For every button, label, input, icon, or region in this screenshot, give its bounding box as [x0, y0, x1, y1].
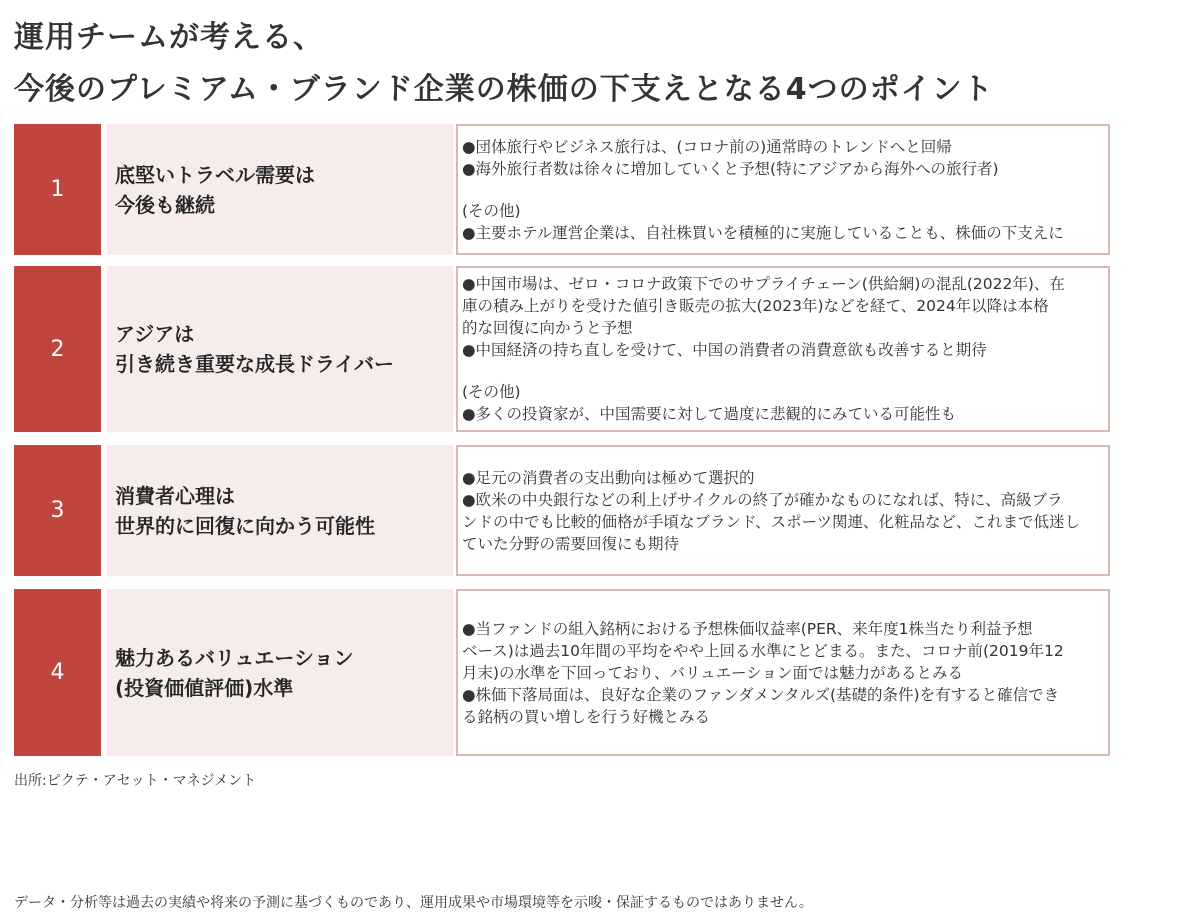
description-line: ●多くの投資家が、中国需要に対して過度に悲観的にみている可能性も [462, 405, 957, 423]
point-row-4 [14, 589, 1114, 756]
description-line: 的な回復に向かうと予想 [462, 319, 633, 337]
source-note: 出所:ピクテ・アセット・マネジメント [14, 773, 257, 789]
point-heading-line: 世界的に回復に向かう可能性 [115, 513, 375, 538]
description-line: ていた分野の需要回復にも期待 [462, 534, 680, 553]
description-line: (その他) [462, 383, 521, 401]
description-line: ●株価下落局面は、良好な企業のファンダメンタルズ(基礎的条件)を有すると確信でき [462, 685, 1060, 704]
point-row-1 [14, 124, 1114, 255]
description-line: (その他) [462, 201, 521, 220]
point-heading-line: 消費者心理は [115, 483, 235, 508]
description-line: ●海外旅行者数は徐々に増加していくと予想(特にアジアから海外への旅行者) [462, 159, 999, 178]
point-description-box [456, 124, 1110, 255]
point-number-badge: 1 [14, 124, 101, 255]
description-line: ●当ファンドの組入銘柄における予想株価収益率(PER、来年度1株当たり利益予想 [462, 619, 1033, 638]
point-row-3 [14, 445, 1114, 576]
title-line-2: 今後のプレミアム・ブランド企業の株価の下支えとなる4つのポイント [14, 72, 994, 107]
point-heading [107, 266, 453, 432]
description-line: ンドの中でも比較的価格が手頃なブランド、スポーツ関連、化粧品など、これまで低迷し [462, 512, 1080, 531]
point-heading-line: 引き続き重要な成長ドライバー [115, 352, 394, 376]
description-line: ●欧米の中央銀行などの利上げサイクルの終了が確かなものになれば、特に、高級ブラ [462, 490, 1063, 509]
point-number-badge: 4 [14, 589, 101, 756]
point-description-box [456, 266, 1110, 432]
point-number-badge: 3 [14, 445, 101, 576]
description-line: 庫の積み上がりを受けた値引き販売の拡大(2023年)などを経て、2024年以降は本格 [462, 297, 1049, 315]
point-heading [107, 445, 453, 576]
point-heading [107, 589, 453, 756]
description-line: ベース)は過去10年間の平均をやや上回る水準にとどまる。また、コロナ前(2019年12 [462, 641, 1064, 660]
point-heading-line: (投資価値評価)水準 [115, 675, 294, 700]
point-heading-line: アジアは [115, 322, 195, 346]
point-heading-line: 魅力あるバリュエーション [115, 645, 354, 670]
point-heading [107, 124, 453, 255]
description-line: ●中国市場は、ゼロ・コロナ政策下でのサプライチェーン(供給網)の混乱(2022年)、在 [462, 275, 1065, 293]
point-description-box [456, 445, 1110, 576]
description-spacer [462, 361, 1065, 381]
description-line: 月末)の水準を下回っており、バリュエーション面では魅力があるとみる [462, 663, 963, 682]
title-line-1: 運用チームが考える、 [14, 20, 324, 55]
point-heading-line: 底堅いトラベル需要は [115, 162, 315, 187]
description-line: ●主要ホテル運営企業は、自社株買いを積極的に実施していることも、株価の下支えに [462, 223, 1064, 242]
description-line: ●団体旅行やビジネス旅行は、(コロナ前の)通常時のトレンドへと回帰 [462, 137, 952, 156]
description-line: ●中国経済の持ち直しを受けて、中国の消費者の消費意欲も改善すると期待 [462, 341, 987, 359]
point-description-box [456, 589, 1110, 756]
description-line: る銘柄の買い増しを行う好機とみる [462, 707, 711, 726]
disclaimer-note: データ・分析等は過去の実績や将来の予測に基づくものであり、運用成果や市場環境等を示唆・保証するものではありません。 [14, 895, 813, 911]
point-row-2 [14, 266, 1114, 432]
description-line: ●足元の消費者の支出動向は極めて選択的 [462, 468, 755, 487]
point-heading-line: 今後も継続 [115, 192, 215, 217]
description-spacer [462, 180, 1064, 200]
point-number-badge: 2 [14, 266, 101, 432]
